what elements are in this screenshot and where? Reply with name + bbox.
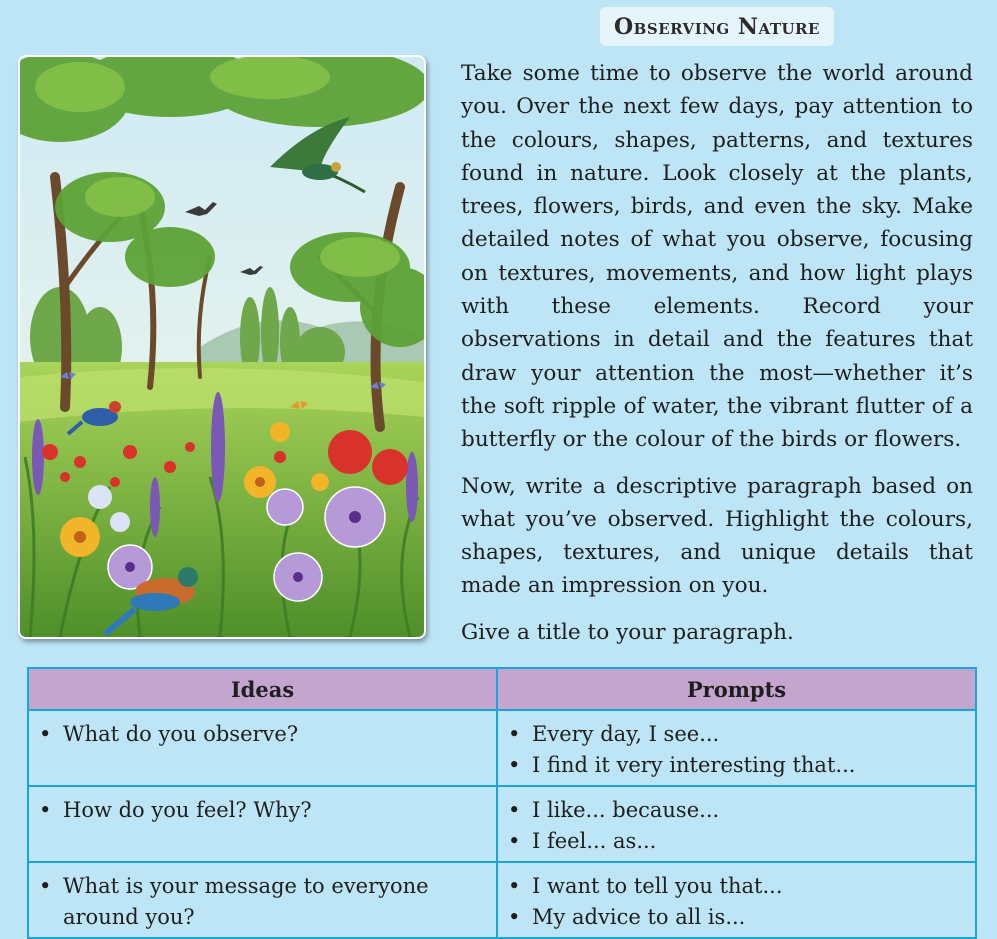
idea-item: • How do you feel? Why? [35,795,490,826]
prompt-cell [497,786,976,862]
idea-item: • What do you observe? [35,719,490,750]
instructions [461,57,973,662]
header-prompts: Prompts [497,668,976,710]
prompt-item: • I like... because... [504,795,969,826]
prompt-item: • My advice to all is... [504,902,969,933]
prompt-cell [497,710,976,786]
nature-illustration [18,55,426,639]
idea-cell [28,786,497,862]
paragraph-title: Give a title to your paragraph. [461,619,794,645]
paragraph-write: Now, write a descriptive paragraph based on what you’ve observed. Highlight the colours, shapes, textures, and unique details that made an impression on you. [461,473,973,599]
prompt-cell [497,862,976,938]
header-ideas: Ideas [28,668,497,710]
prompt-item: • I want to tell you that... [504,871,969,902]
prompt-item: • I feel... as... [504,826,969,857]
table-row [28,786,976,862]
table-row [28,862,976,938]
idea-item: • What is your message to everyone around you? [35,871,490,933]
page-title: Observing Nature [600,7,834,46]
idea-cell [28,862,497,938]
ideas-prompts-table [27,667,977,939]
prompt-item: • Every day, I see... [504,719,969,750]
table-header-row [28,668,976,710]
prompt-item: • I find it very interesting that... [504,750,969,781]
idea-cell [28,710,497,786]
table-row [28,710,976,786]
paragraph-observe: Take some time to observe the world around you. Over the next few days, pay attention to the colours, shapes, patterns, and textures found in nature. Look closely at the plants, trees, flowers, birds, and even the sky. Make detailed notes of what you observe, focusing on textures, movements, and how light plays with these elements. Record your observations in detail and the features that draw your attention the most—whether it’s the soft ripple of water, the vibrant flutter of a butterfly or the colour of the birds or flowers. [461,61,973,453]
